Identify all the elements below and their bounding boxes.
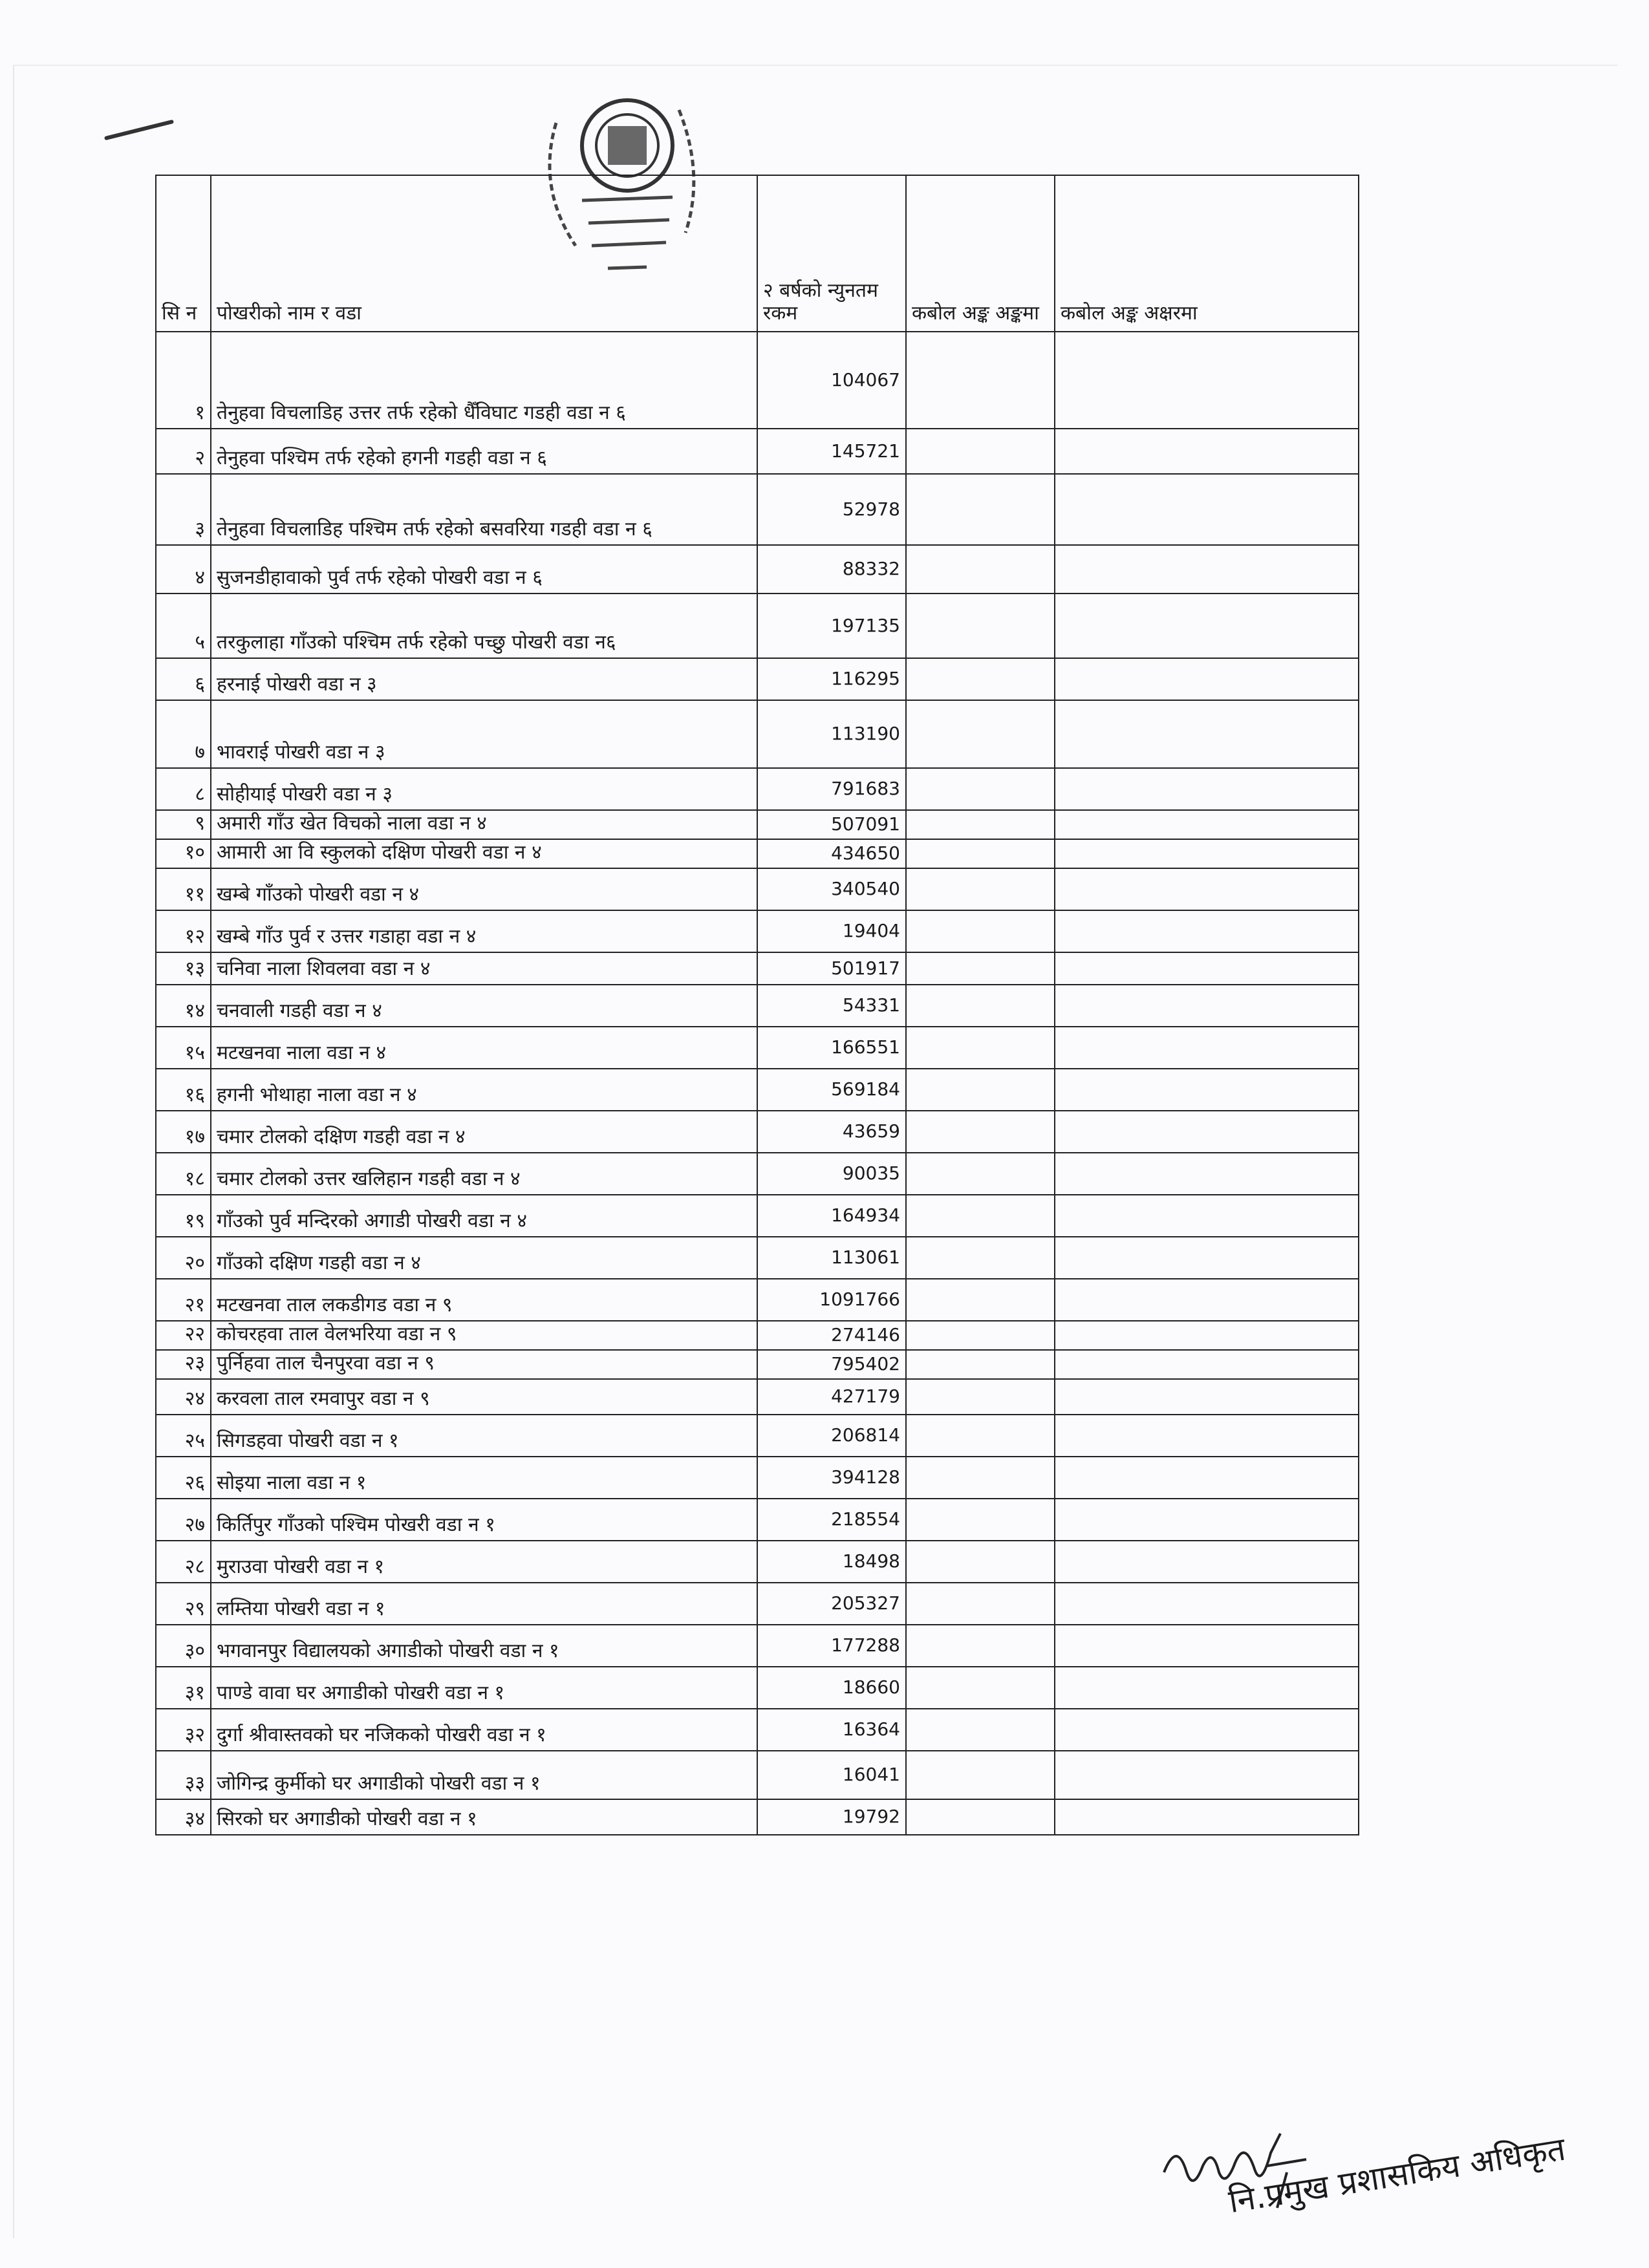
- table-row: [156, 700, 1359, 768]
- header-sn: सि न: [156, 175, 211, 332]
- row-bid-figures: [906, 839, 1055, 868]
- row-min-amount: 340540: [757, 868, 906, 910]
- row-sn: १८: [156, 1153, 211, 1195]
- row-min-amount: 88332: [757, 545, 906, 594]
- row-bid-words: [1055, 839, 1359, 868]
- row-sn: २९: [156, 1583, 211, 1625]
- table-row: [156, 910, 1359, 952]
- row-bid-words: [1055, 1195, 1359, 1237]
- row-min-amount: 90035: [757, 1153, 906, 1195]
- row-sn: ५: [156, 594, 211, 658]
- row-sn: १९: [156, 1195, 211, 1237]
- row-bid-words: [1055, 1415, 1359, 1457]
- row-pond-name: सिरको घर अगाडीको पोखरी वडा न १: [211, 1799, 757, 1835]
- row-pond-name: अमारी गाँउ खेत विचको नाला वडा न ४: [211, 810, 757, 839]
- row-sn: २७: [156, 1499, 211, 1541]
- row-bid-figures: [906, 594, 1055, 658]
- row-bid-words: [1055, 1237, 1359, 1279]
- header-bid-words: कबोल अङ्क अक्षरमा: [1055, 175, 1359, 332]
- row-pond-name: गाँउको पुर्व मन्दिरको अगाडी पोखरी वडा न ४: [211, 1195, 757, 1237]
- row-min-amount: 166551: [757, 1027, 906, 1069]
- header-min-amount: २ बर्षको न्युनतम रकम: [757, 175, 906, 332]
- row-pond-name: तरकुलाहा गाँउको पश्चिम तर्फ रहेको पच्छु पोखरी वडा न६: [211, 594, 757, 658]
- row-bid-words: [1055, 1069, 1359, 1111]
- row-bid-figures: [906, 768, 1055, 810]
- table-row: [156, 1279, 1359, 1321]
- row-pond-name: खम्बे गाँउ पुर्व र उत्तर गडाहा वडा न ४: [211, 910, 757, 952]
- row-min-amount: 16364: [757, 1709, 906, 1751]
- table-row: [156, 1499, 1359, 1541]
- table-row: [156, 1541, 1359, 1583]
- row-sn: २: [156, 429, 211, 474]
- row-sn: ८: [156, 768, 211, 810]
- row-min-amount: 197135: [757, 594, 906, 658]
- table-row: [156, 474, 1359, 545]
- table-row: [156, 1027, 1359, 1069]
- header-bid-figures: कबोल अङ्क अङ्कमा: [906, 175, 1055, 332]
- row-bid-figures: [906, 700, 1055, 768]
- row-pond-name: गाँउको दक्षिण गडही वडा न ४: [211, 1237, 757, 1279]
- row-sn: १६: [156, 1069, 211, 1111]
- table-row: [156, 429, 1359, 474]
- row-bid-figures: [906, 868, 1055, 910]
- row-bid-figures: [906, 1350, 1055, 1379]
- row-pond-name: तेनुहवा विचलाडिह पश्चिम तर्फ रहेको बसवरिया गडही वडा न ६: [211, 474, 757, 545]
- row-bid-figures: [906, 1153, 1055, 1195]
- row-pond-name: खम्बे गाँउको पोखरी वडा न ४: [211, 868, 757, 910]
- table-row: [156, 1237, 1359, 1279]
- row-bid-figures: [906, 1321, 1055, 1350]
- row-min-amount: 145721: [757, 429, 906, 474]
- row-pond-name: दुर्गा श्रीवास्तवको घर नजिकको पोखरी वडा न १: [211, 1709, 757, 1751]
- row-pond-name: सुजनडीहावाको पुर्व तर्फ रहेको पोखरी वडा न ६: [211, 545, 757, 594]
- row-sn: ४: [156, 545, 211, 594]
- row-bid-words: [1055, 1667, 1359, 1709]
- row-pond-name: तेनुहवा पश्चिम तर्फ रहेको हगनी गडही वडा न ६: [211, 429, 757, 474]
- table-row: [156, 594, 1359, 658]
- row-bid-figures: [906, 1667, 1055, 1709]
- row-pond-name: भावराई पोखरी वडा न ३: [211, 700, 757, 768]
- row-sn: १३: [156, 952, 211, 985]
- row-bid-words: [1055, 429, 1359, 474]
- row-pond-name: मटखनवा ताल लकडीगड वडा न ९: [211, 1279, 757, 1321]
- row-sn: २१: [156, 1279, 211, 1321]
- row-min-amount: 427179: [757, 1379, 906, 1415]
- table-row: [156, 1583, 1359, 1625]
- row-sn: २२: [156, 1321, 211, 1350]
- row-bid-words: [1055, 1799, 1359, 1835]
- row-pond-name: सोहीयाई पोखरी वडा न ३: [211, 768, 757, 810]
- table-header-row: [156, 175, 1359, 332]
- row-bid-words: [1055, 1583, 1359, 1625]
- row-pond-name: सिगडहवा पोखरी वडा न १: [211, 1415, 757, 1457]
- table-row: [156, 658, 1359, 700]
- row-bid-figures: [906, 1415, 1055, 1457]
- row-pond-name: चमार टोलको दक्षिण गडही वडा न ४: [211, 1111, 757, 1153]
- row-pond-name: मटखनवा नाला वडा न ४: [211, 1027, 757, 1069]
- row-bid-figures: [906, 1195, 1055, 1237]
- row-sn: ३: [156, 474, 211, 545]
- row-bid-words: [1055, 1379, 1359, 1415]
- row-bid-figures: [906, 952, 1055, 985]
- row-bid-words: [1055, 1153, 1359, 1195]
- row-sn: ११: [156, 868, 211, 910]
- row-bid-words: [1055, 1027, 1359, 1069]
- row-pond-name: कोचरहवा ताल वेलभरिया वडा न ९: [211, 1321, 757, 1350]
- row-bid-words: [1055, 1625, 1359, 1667]
- row-pond-name: चमार टोलको उत्तर खलिहान गडही वडा न ४: [211, 1153, 757, 1195]
- table-row: [156, 810, 1359, 839]
- row-sn: १: [156, 332, 211, 429]
- row-min-amount: 1091766: [757, 1279, 906, 1321]
- table-row: [156, 868, 1359, 910]
- row-min-amount: 113061: [757, 1237, 906, 1279]
- table-row: [156, 1195, 1359, 1237]
- row-bid-words: [1055, 594, 1359, 658]
- table-row: [156, 332, 1359, 429]
- row-sn: १५: [156, 1027, 211, 1069]
- row-sn: १४: [156, 985, 211, 1027]
- row-min-amount: 434650: [757, 839, 906, 868]
- row-bid-figures: [906, 1709, 1055, 1751]
- row-bid-figures: [906, 1069, 1055, 1111]
- table-row: [156, 1709, 1359, 1751]
- row-min-amount: 501917: [757, 952, 906, 985]
- table-row: [156, 768, 1359, 810]
- row-sn: ७: [156, 700, 211, 768]
- row-pond-name: हगनी भोथाहा नाला वडा न ४: [211, 1069, 757, 1111]
- row-min-amount: 205327: [757, 1583, 906, 1625]
- row-bid-figures: [906, 1279, 1055, 1321]
- row-bid-words: [1055, 1709, 1359, 1751]
- row-bid-figures: [906, 1541, 1055, 1583]
- row-bid-figures: [906, 810, 1055, 839]
- row-bid-words: [1055, 332, 1359, 429]
- row-bid-words: [1055, 768, 1359, 810]
- row-bid-figures: [906, 985, 1055, 1027]
- table-row: [156, 1153, 1359, 1195]
- row-bid-figures: [906, 658, 1055, 700]
- row-min-amount: 507091: [757, 810, 906, 839]
- row-sn: ३४: [156, 1799, 211, 1835]
- row-pond-name: लम्तिया पोखरी वडा न १: [211, 1583, 757, 1625]
- row-bid-figures: [906, 545, 1055, 594]
- row-sn: १२: [156, 910, 211, 952]
- row-bid-words: [1055, 700, 1359, 768]
- row-min-amount: 104067: [757, 332, 906, 429]
- row-pond-name: चनवाली गडही वडा न ४: [211, 985, 757, 1027]
- row-min-amount: 113190: [757, 700, 906, 768]
- row-bid-figures: [906, 1499, 1055, 1541]
- row-sn: २६: [156, 1457, 211, 1499]
- row-pond-name: सोइया नाला वडा न १: [211, 1457, 757, 1499]
- row-bid-words: [1055, 1457, 1359, 1499]
- row-min-amount: 19404: [757, 910, 906, 952]
- header-name: पोखरीको नाम र वडा: [211, 175, 757, 332]
- row-bid-figures: [906, 1027, 1055, 1069]
- row-sn: १०: [156, 839, 211, 868]
- row-sn: ३३: [156, 1751, 211, 1799]
- row-bid-words: [1055, 1279, 1359, 1321]
- row-pond-name: जोगिन्द्र कुर्मीको घर अगाडीको पोखरी वडा न १: [211, 1751, 757, 1799]
- row-sn: २३: [156, 1350, 211, 1379]
- row-pond-name: करवला ताल रमवापुर वडा न ९: [211, 1379, 757, 1415]
- row-bid-words: [1055, 810, 1359, 839]
- table-row: [156, 1069, 1359, 1111]
- row-min-amount: 116295: [757, 658, 906, 700]
- row-sn: २८: [156, 1541, 211, 1583]
- table-row: [156, 952, 1359, 985]
- table-row: [156, 1111, 1359, 1153]
- row-bid-figures: [906, 1799, 1055, 1835]
- row-pond-name: मुराउवा पोखरी वडा न १: [211, 1541, 757, 1583]
- row-min-amount: 795402: [757, 1350, 906, 1379]
- row-bid-figures: [906, 1237, 1055, 1279]
- table-row: [156, 1751, 1359, 1799]
- row-bid-figures: [906, 1751, 1055, 1799]
- row-bid-words: [1055, 1751, 1359, 1799]
- table-row: [156, 1457, 1359, 1499]
- table-row: [156, 1379, 1359, 1415]
- row-sn: ६: [156, 658, 211, 700]
- row-sn: २४: [156, 1379, 211, 1415]
- pond-table: [155, 175, 1359, 1835]
- table-row: [156, 1321, 1359, 1350]
- row-min-amount: 54331: [757, 985, 906, 1027]
- row-min-amount: 18660: [757, 1667, 906, 1709]
- row-bid-words: [1055, 658, 1359, 700]
- row-pond-name: तेनुहवा विचलाडिह उत्तर तर्फ रहेको धैँविघाट गडही वडा न ६: [211, 332, 757, 429]
- row-pond-name: हरनाई पोखरी वडा न ३: [211, 658, 757, 700]
- row-bid-words: [1055, 910, 1359, 952]
- row-pond-name: भगवानपुर विद्यालयको अगाडीको पोखरी वडा न १: [211, 1625, 757, 1667]
- table-row: [156, 1625, 1359, 1667]
- table-row: [156, 1799, 1359, 1835]
- row-min-amount: 164934: [757, 1195, 906, 1237]
- row-pond-name: पुर्निहवा ताल चैनपुरवा वडा न ९: [211, 1350, 757, 1379]
- row-min-amount: 19792: [757, 1799, 906, 1835]
- row-sn: ३१: [156, 1667, 211, 1709]
- table-row: [156, 1350, 1359, 1379]
- row-bid-figures: [906, 1379, 1055, 1415]
- row-pond-name: चनिवा नाला शिवलवा वडा न ४: [211, 952, 757, 985]
- row-bid-words: [1055, 1350, 1359, 1379]
- row-bid-words: [1055, 1541, 1359, 1583]
- row-sn: १७: [156, 1111, 211, 1153]
- row-bid-figures: [906, 1111, 1055, 1153]
- row-min-amount: 18498: [757, 1541, 906, 1583]
- row-bid-figures: [906, 910, 1055, 952]
- table-row: [156, 985, 1359, 1027]
- signature-title: नि.प्रमुख प्रशासकिय अधिकृत: [1226, 2130, 1568, 2221]
- row-bid-figures: [906, 1583, 1055, 1625]
- row-bid-words: [1055, 1111, 1359, 1153]
- row-bid-figures: [906, 1457, 1055, 1499]
- row-bid-words: [1055, 952, 1359, 985]
- row-min-amount: 394128: [757, 1457, 906, 1499]
- row-min-amount: 569184: [757, 1069, 906, 1111]
- row-sn: ९: [156, 810, 211, 839]
- row-bid-words: [1055, 474, 1359, 545]
- row-min-amount: 218554: [757, 1499, 906, 1541]
- row-min-amount: 791683: [757, 768, 906, 810]
- row-min-amount: 52978: [757, 474, 906, 545]
- table-row: [156, 1667, 1359, 1709]
- row-min-amount: 43659: [757, 1111, 906, 1153]
- row-min-amount: 274146: [757, 1321, 906, 1350]
- row-sn: ३०: [156, 1625, 211, 1667]
- table-row: [156, 545, 1359, 594]
- row-sn: २५: [156, 1415, 211, 1457]
- row-bid-figures: [906, 1625, 1055, 1667]
- row-min-amount: 206814: [757, 1415, 906, 1457]
- row-bid-words: [1055, 985, 1359, 1027]
- row-pond-name: पाण्डे वावा घर अगाडीको पोखरी वडा न १: [211, 1667, 757, 1709]
- table-row: [156, 839, 1359, 868]
- row-bid-figures: [906, 474, 1055, 545]
- row-sn: ३२: [156, 1709, 211, 1751]
- row-bid-words: [1055, 1321, 1359, 1350]
- row-bid-words: [1055, 1499, 1359, 1541]
- row-bid-words: [1055, 545, 1359, 594]
- row-min-amount: 177288: [757, 1625, 906, 1667]
- row-min-amount: 16041: [757, 1751, 906, 1799]
- table-row: [156, 1415, 1359, 1457]
- row-bid-words: [1055, 868, 1359, 910]
- row-bid-figures: [906, 429, 1055, 474]
- row-sn: २०: [156, 1237, 211, 1279]
- row-pond-name: आमारी आ वि स्कुलको दक्षिण पोखरी वडा न ४: [211, 839, 757, 868]
- row-bid-figures: [906, 332, 1055, 429]
- row-pond-name: किर्तिपुर गाँउको पश्चिम पोखरी वडा न १: [211, 1499, 757, 1541]
